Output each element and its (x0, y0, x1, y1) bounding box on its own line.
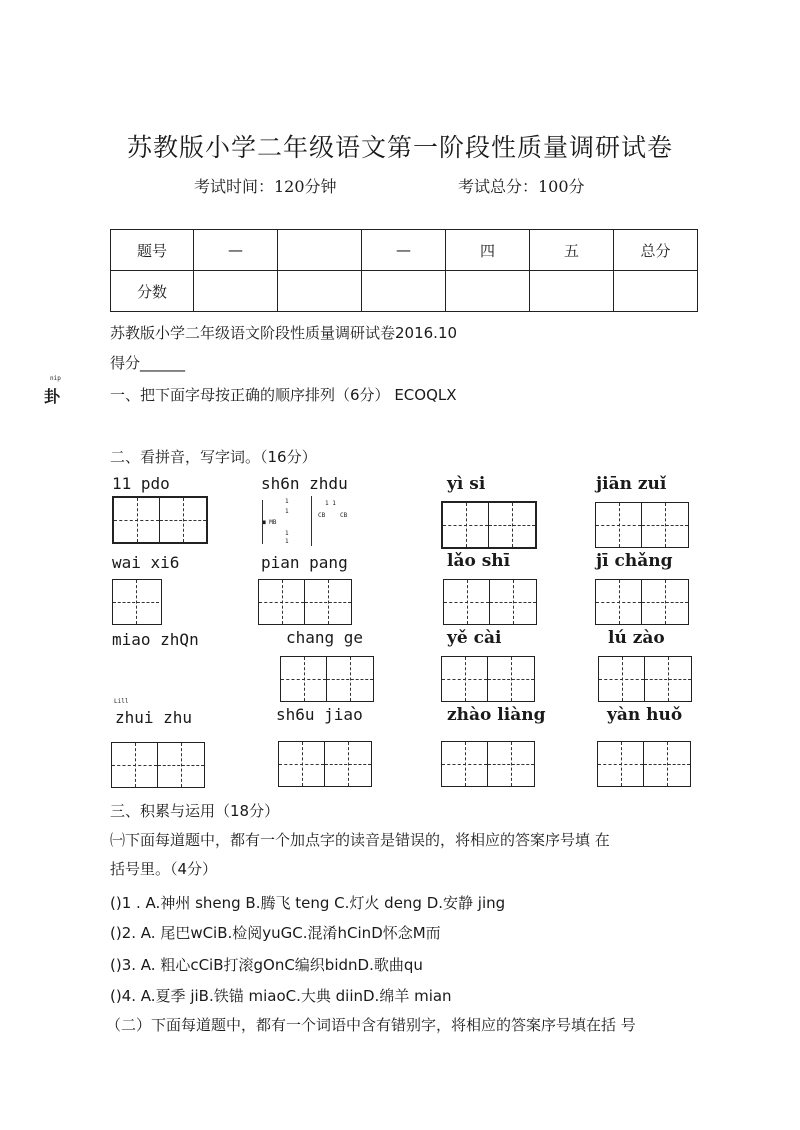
tian-grid-square (305, 580, 351, 624)
tian-grid-square (645, 657, 691, 701)
pinyin-label: chang ge (286, 628, 364, 647)
tian-grid-square (160, 498, 206, 542)
tian-grid-square (488, 742, 534, 786)
writing-box[interactable] (441, 501, 537, 549)
tian-grid-square (442, 742, 488, 786)
question-item: ()2. A. 尾巴wCiB.检阅yuGC.混淆hCinD怀念M而 (110, 924, 441, 942)
table-cell: 总分 (614, 230, 698, 271)
tian-grid-square (443, 503, 489, 547)
tian-grid-square (488, 657, 534, 701)
pinyin-label: yàn huǒ (607, 705, 683, 725)
table-cell (278, 230, 362, 271)
score-input-cell[interactable] (530, 271, 614, 312)
exam-subtitle: 苏教版小学二年级语文阶段性质量调研试卷2016.10 (110, 324, 458, 342)
tian-grid-square (281, 657, 327, 701)
question-3-part-1-instruction-cont: 括号里。（4分） (110, 860, 218, 878)
question-3-part-1-instruction: ㈠下面每道题中，都有一个加点字的读音是错误的，将相应的答案序号填 在 (110, 831, 610, 849)
tian-grid-square (112, 743, 158, 787)
tian-grid-square (327, 657, 373, 701)
tian-grid-square (442, 657, 488, 701)
question-3-part-2-instruction: （二）下面每道题中，都有一个词语中含有错别字，将相应的答案序号填在括 号 (106, 1016, 636, 1034)
pinyin-label: yì si (447, 474, 486, 494)
broken-box-line (311, 496, 312, 546)
page-title: 苏教版小学二年级语文第一阶段性质量调研试卷 (126, 133, 673, 162)
table-cell: 四 (446, 230, 530, 271)
pinyin-label: zhào liàng (447, 705, 546, 725)
pinyin-label: jiān zuǐ (596, 474, 667, 494)
tian-grid-square (596, 503, 642, 547)
tian-grid-square (644, 742, 690, 786)
writing-box[interactable] (258, 579, 352, 625)
writing-box[interactable] (595, 579, 689, 625)
writing-box[interactable] (280, 656, 374, 702)
tian-grid-square (598, 742, 644, 786)
writing-box[interactable] (598, 656, 692, 702)
question-item: ()3. A. 粗心cCiB打滚gOnC编织bidnD.歌曲qu (110, 956, 423, 974)
score-table-header-row (111, 230, 698, 271)
writing-box[interactable] (443, 579, 537, 625)
score-input-cell[interactable] (194, 271, 278, 312)
pinyin-label: miao zhQn (112, 630, 199, 649)
tian-grid-square (490, 580, 536, 624)
tian-grid-square (642, 580, 688, 624)
tian-grid-square (279, 742, 325, 786)
pinyin-label: lǎo shī (447, 551, 511, 571)
writing-box[interactable] (111, 742, 205, 788)
table-cell: — (362, 230, 446, 271)
tian-grid-square (489, 503, 535, 547)
question-item: ()1 . A.神州 sheng B.腾飞 teng C.灯火 deng D.安静 jing (110, 894, 506, 912)
pinyin-label: lú zào (608, 628, 665, 648)
scan-noise: 1 (285, 538, 289, 545)
score-input-cell[interactable] (278, 271, 362, 312)
tian-grid-square (325, 742, 371, 786)
score-input-cell[interactable] (446, 271, 530, 312)
pinyin-label: sh6u jiao (276, 705, 363, 724)
tian-grid-square (158, 743, 204, 787)
scan-noise: 1 (285, 508, 289, 515)
tian-grid-square (596, 580, 642, 624)
writing-box[interactable] (112, 496, 208, 544)
scan-noise: CB (340, 512, 348, 519)
tian-grid-square (113, 580, 159, 624)
margin-mark: 卦 (44, 387, 61, 406)
table-cell: — (194, 230, 278, 271)
pinyin-label: wai xi6 (112, 553, 180, 572)
score-line: 得分______ (110, 354, 186, 372)
scan-noise: CB (318, 512, 326, 519)
exam-total-score: 考试总分：100分 (458, 177, 585, 196)
scan-noise: 1 (285, 498, 289, 505)
tian-grid-square (642, 503, 688, 547)
score-input-cell[interactable] (362, 271, 446, 312)
table-cell: 分数 (111, 271, 194, 312)
scan-noise: Lill (114, 698, 129, 705)
score-input-cell[interactable] (614, 271, 698, 312)
question-2-heading: 二、看拼音，写字词。（16分） (110, 448, 317, 466)
tian-grid-square (259, 580, 305, 624)
tian-grid-square (444, 580, 490, 624)
table-cell: 五 (530, 230, 614, 271)
tian-grid-square (114, 498, 160, 542)
pinyin-label: zhui zhu (115, 708, 193, 727)
pinyin-label: sh6n zhdu (261, 474, 348, 493)
score-table-score-row (111, 271, 698, 312)
writing-box[interactable] (441, 656, 535, 702)
scan-noise: 1 1 (325, 500, 336, 507)
pinyin-label: jī chǎng (596, 551, 673, 571)
question-item: ()4. A.夏季 jiB.铁锚 miaoC.大典 diinD.绵羊 mian (110, 987, 452, 1005)
exam-time: 考试时间：120分钟 (194, 177, 337, 196)
writing-box[interactable] (112, 579, 162, 625)
margin-small-text: nip (50, 375, 61, 382)
tian-grid-square (599, 657, 645, 701)
table-cell: 题号 (111, 230, 194, 271)
broken-box-line (262, 500, 263, 544)
writing-box[interactable] (278, 741, 372, 787)
writing-box[interactable] (441, 741, 535, 787)
scan-noise: 1 (285, 530, 289, 537)
question-1: 一、把下面字母按正确的顺序排列（6分） ECOQLX (110, 386, 457, 404)
pinyin-label: pian pang (261, 553, 348, 572)
writing-box[interactable] (597, 741, 691, 787)
pinyin-label: 11 pdo (112, 474, 170, 493)
scan-noise: ■ MB (262, 519, 277, 526)
question-3-heading: 三、积累与运用（18分） (110, 802, 280, 820)
pinyin-label: yě cài (447, 628, 502, 648)
writing-box[interactable] (595, 502, 689, 548)
score-table (110, 229, 698, 312)
